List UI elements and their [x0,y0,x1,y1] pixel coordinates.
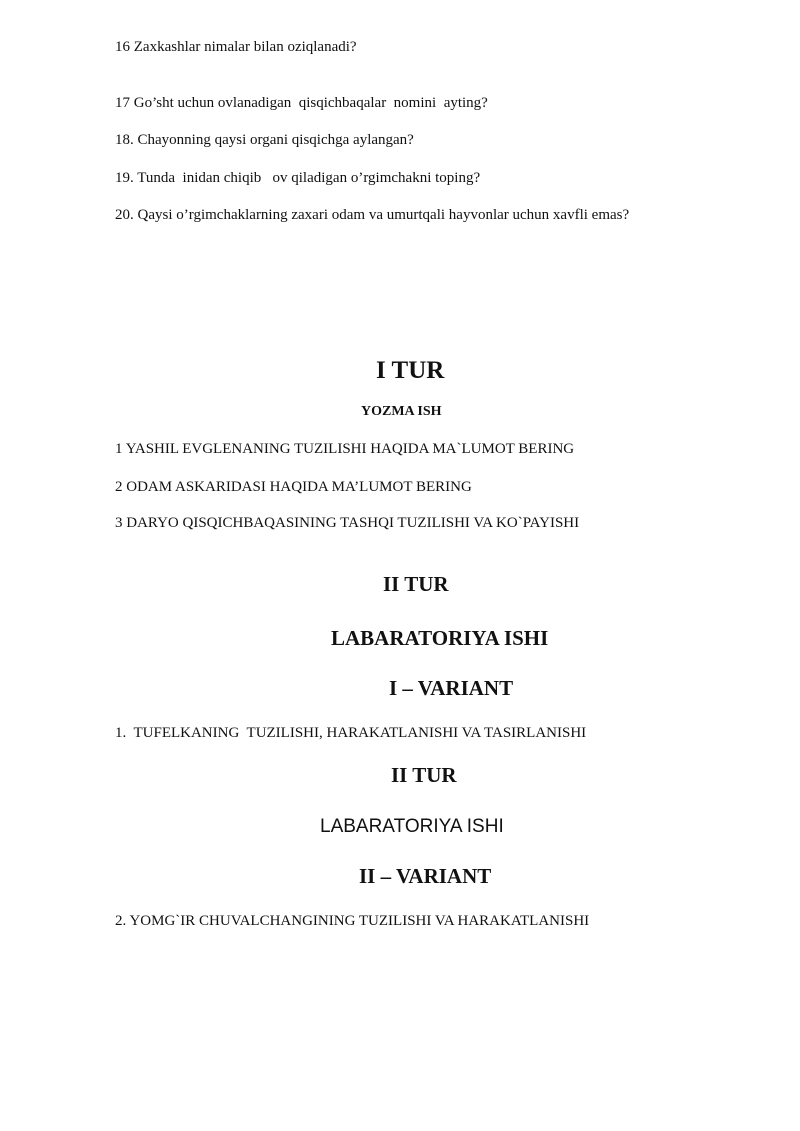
tur2a-title: II TUR [383,572,449,596]
tur2a-variant: I – VARIANT [389,676,514,700]
tur1-item-1: 1 YASHIL EVGLENANING TUZILISHI HAQIDA MA`LUMOT BERING [115,441,575,457]
tur1-item-3: 3 DARYO QISQICHBAQASINING TASHQI TUZILISHI VA KO`PAYISHI [115,515,580,531]
tur2a-subtitle: LABARATORIYA ISHI [331,626,549,650]
tur2b-title: II TUR [391,763,457,787]
question-19: 19. Tunda inidan chiqib ov qiladigan o’rgimchakni toping? [115,170,481,186]
tur2b-subtitle: LABARATORIYA ISHI [320,816,504,837]
tur2b-variant: II – VARIANT [359,864,492,888]
question-20: 20. Qaysi o’rgimchaklarning zaxari odam va umurtqali hayvonlar uchun xavfli emas? [115,207,630,223]
question-18: 18. Chayonning qaysi organi qisqichga aylangan? [115,132,414,148]
question-16: 16 Zaxkashlar nimalar bilan oziqlanadi? [115,39,357,55]
tur2a-item: 1. TUFELKANING TUZILISHI, HARAKATLANISHI VA TASIRLANISHI [115,725,587,741]
tur1-subtitle: YOZMA ISH [361,404,442,419]
tur1-title: I TUR [376,357,445,384]
tur1-item-2: 2 ODAM ASKARIDASI HAQIDA MA’LUMOT BERING [115,479,472,495]
tur2b-item: 2. YOMG`IR CHUVALCHANGINING TUZILISHI VA HARAKATLANISHI [115,913,590,929]
question-17: 17 Go’sht uchun ovlanadigan qisqichbaqalar nomini ayting? [115,95,488,111]
